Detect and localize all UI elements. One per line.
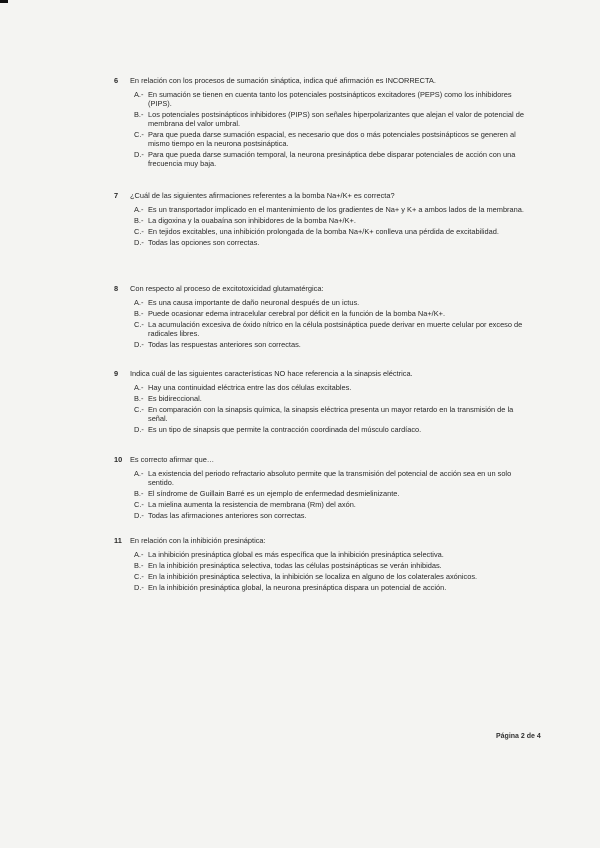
option-letter: D.- bbox=[134, 425, 144, 434]
option-b bbox=[134, 561, 524, 570]
option-text: La mielina aumenta la resistencia de membrana (Rm) del axón. bbox=[148, 500, 356, 509]
option-text: Es bidireccional. bbox=[148, 394, 202, 403]
option-text: Es una causa importante de daño neuronal después de un ictus. bbox=[148, 298, 360, 307]
option-d bbox=[134, 511, 524, 520]
question-text: En relación con los procesos de sumación sináptica, indica qué afirmación es INCORRECTA. bbox=[130, 76, 436, 85]
question-text: Es correcto afirmar que… bbox=[130, 455, 215, 464]
option-text: El síndrome de Guillain Barré es un ejemplo de enfermedad desmielinizante. bbox=[148, 489, 400, 498]
option-a bbox=[134, 469, 524, 487]
option-letter: A.- bbox=[134, 469, 144, 478]
scan-corner-mark bbox=[0, 0, 8, 3]
option-letter: A.- bbox=[134, 298, 144, 307]
option-d bbox=[134, 150, 524, 168]
question-6 bbox=[114, 76, 524, 170]
option-d bbox=[134, 340, 524, 349]
option-a bbox=[134, 90, 524, 108]
question-number: 7 bbox=[114, 191, 119, 200]
option-letter: B.- bbox=[134, 110, 144, 119]
question-8 bbox=[114, 284, 524, 351]
option-c bbox=[134, 227, 524, 236]
option-b bbox=[134, 309, 524, 318]
option-b bbox=[134, 110, 524, 128]
option-c bbox=[134, 500, 524, 509]
option-letter: C.- bbox=[134, 572, 144, 581]
option-text: Todas las respuestas anteriores son correctas. bbox=[148, 340, 301, 349]
option-b bbox=[134, 394, 524, 403]
option-text: Hay una continuidad eléctrica entre las dos células excitables. bbox=[148, 383, 352, 392]
option-letter: C.- bbox=[134, 227, 144, 236]
option-b bbox=[134, 216, 524, 225]
option-text: En sumación se tienen en cuenta tanto los potenciales postsinápticos excitadores (PEPS) como los inhibidores (PIPS). bbox=[148, 90, 512, 108]
option-letter: C.- bbox=[134, 320, 144, 329]
option-letter: D.- bbox=[134, 583, 144, 592]
option-letter: A.- bbox=[134, 205, 144, 214]
option-d bbox=[134, 238, 524, 247]
option-a bbox=[134, 383, 524, 392]
option-text: Puede ocasionar edema intracelular cerebral por déficit en la función de la bomba Na+/K+. bbox=[148, 309, 446, 318]
question-7 bbox=[114, 191, 524, 249]
question-number: 10 bbox=[114, 455, 123, 464]
option-c bbox=[134, 572, 524, 581]
option-text: En la inhibición presináptica global, la neurona presináptica dispara un potencial de acción. bbox=[148, 583, 447, 592]
option-text: En comparación con la sinapsis química, la sinapsis eléctrica presenta un mayor retardo en la transmisión de la señal. bbox=[148, 405, 514, 423]
option-c bbox=[134, 130, 524, 148]
option-c bbox=[134, 405, 524, 423]
option-c bbox=[134, 320, 524, 338]
option-letter: A.- bbox=[134, 383, 144, 392]
option-letter: C.- bbox=[134, 130, 144, 139]
option-text: La existencia del periodo refractario absoluto permite que la transmisión del potencial de acción sea en un solo sentido. bbox=[148, 469, 512, 487]
question-text: ¿Cuál de las siguientes afirmaciones referentes a la bomba Na+/K+ es correcta? bbox=[130, 191, 395, 200]
option-b bbox=[134, 489, 524, 498]
question-10 bbox=[114, 455, 524, 522]
option-text: Es un tipo de sinapsis que permite la contracción coordinada del músculo cardíaco. bbox=[148, 425, 422, 434]
question-number: 9 bbox=[114, 369, 119, 378]
question-number: 8 bbox=[114, 284, 119, 293]
option-text: En la inhibición presináptica selectiva, todas las células postsinápticas se verán inhibidas. bbox=[148, 561, 442, 570]
option-d bbox=[134, 425, 524, 434]
question-9 bbox=[114, 369, 524, 436]
option-letter: D.- bbox=[134, 340, 144, 349]
question-11 bbox=[114, 536, 524, 594]
option-text: La digoxina y la ouabaína son inhibidores de la bomba Na+/K+. bbox=[148, 216, 356, 225]
option-letter: B.- bbox=[134, 561, 144, 570]
option-text: Para que pueda darse sumación temporal, la neurona presináptica debe disparar potenciales de acción con una frecuencia muy baja. bbox=[148, 150, 516, 168]
question-text: Indica cuál de las siguientes características NO hace referencia a la sinapsis eléctrica. bbox=[130, 369, 413, 378]
option-letter: B.- bbox=[134, 489, 144, 498]
option-letter: B.- bbox=[134, 309, 144, 318]
option-a bbox=[134, 205, 524, 214]
option-text: En la inhibición presináptica selectiva, la inhibición se localiza en alguno de los colaterales axónicos. bbox=[148, 572, 478, 581]
option-text: Para que pueda darse sumación espacial, es necesario que dos o más potenciales postsinápticos se generen al mismo tiempo en la neurona postsináptica. bbox=[148, 130, 516, 148]
option-letter: D.- bbox=[134, 511, 144, 520]
option-letter: A.- bbox=[134, 550, 144, 559]
option-text: La inhibición presináptica global es más específica que la inhibición presináptica selectiva. bbox=[148, 550, 444, 559]
option-letter: B.- bbox=[134, 394, 144, 403]
option-a bbox=[134, 550, 524, 559]
option-a bbox=[134, 298, 524, 307]
question-number: 6 bbox=[114, 76, 119, 85]
option-letter: C.- bbox=[134, 405, 144, 414]
option-text: Todas las opciones son correctas. bbox=[148, 238, 260, 247]
option-letter: A.- bbox=[134, 90, 144, 99]
question-text: Con respecto al proceso de excitotoxicidad glutamatérgica: bbox=[130, 284, 324, 293]
page-number: Página 2 de 4 bbox=[496, 733, 541, 740]
option-letter: C.- bbox=[134, 500, 144, 509]
option-text: Los potenciales postsinápticos inhibidores (PIPS) son señales hiperpolarizantes que alejan el valor de potencial de membrana del valor umbral. bbox=[148, 110, 524, 128]
option-text: Todas las afirmaciones anteriores son correctas. bbox=[148, 511, 307, 520]
option-letter: D.- bbox=[134, 150, 144, 159]
option-d bbox=[134, 583, 524, 592]
question-number: 11 bbox=[114, 536, 122, 545]
option-letter: D.- bbox=[134, 238, 144, 247]
option-text: La acumulación excesiva de óxido nítrico en la célula postsináptica puede derivar en muerte celular por exceso de radicales libres. bbox=[148, 320, 523, 338]
option-text: En tejidos excitables, una inhibición prolongada de la bomba Na+/K+ conlleva una pérdida de excitabilidad. bbox=[148, 227, 499, 236]
question-text: En relación con la inhibición presináptica: bbox=[130, 536, 266, 545]
option-text: Es un transportador implicado en el mantenimiento de los gradientes de Na+ y K+ a ambos lados de la membrana. bbox=[148, 205, 524, 214]
option-letter: B.- bbox=[134, 216, 144, 225]
